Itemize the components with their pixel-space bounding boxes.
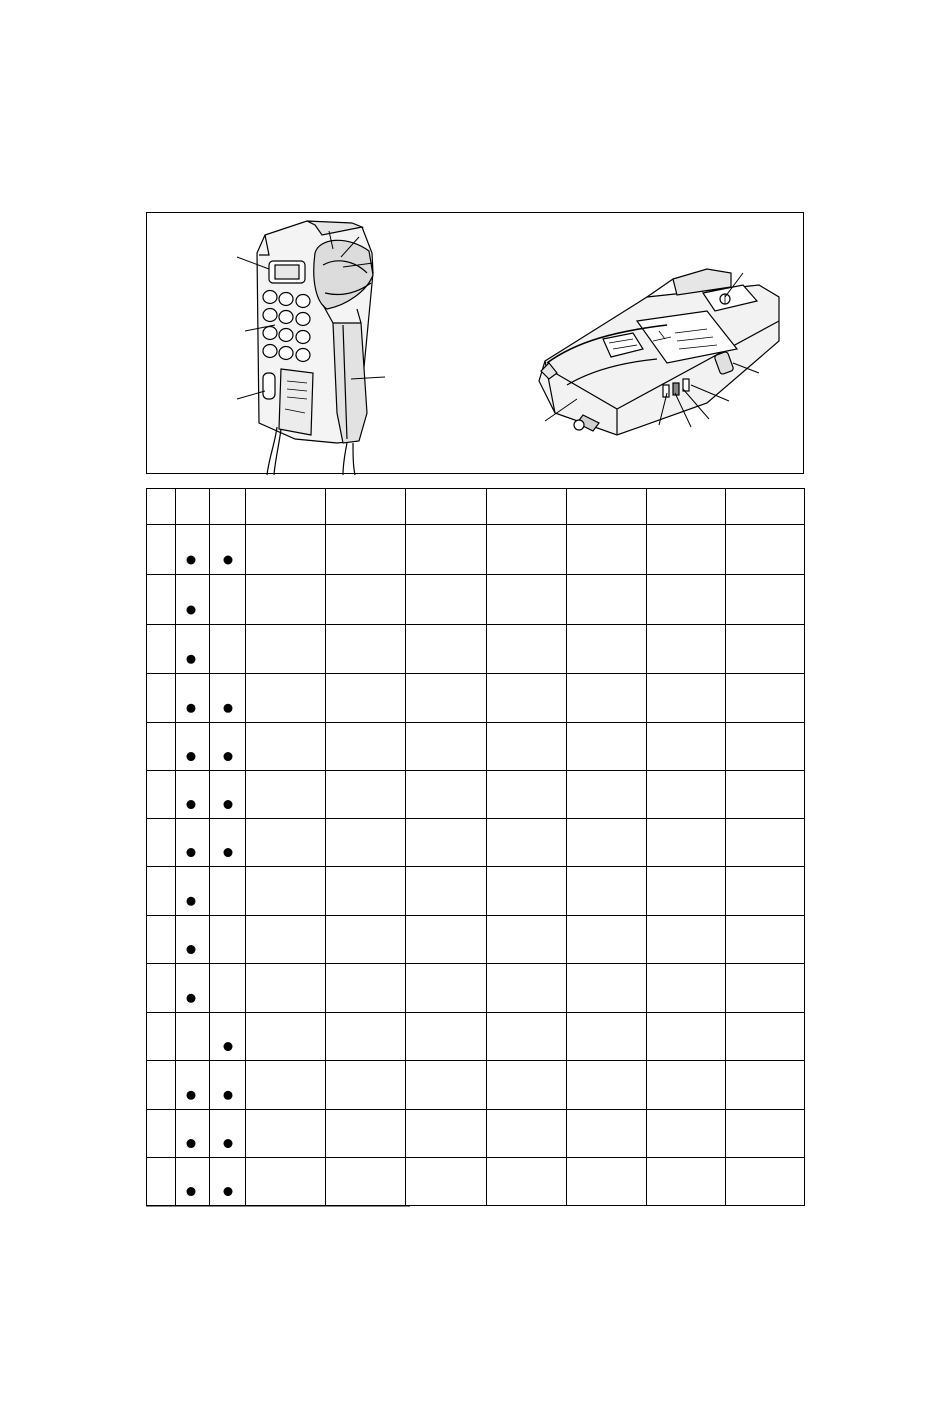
- feature-table-grid: [146, 488, 805, 1207]
- bullet-col1: [187, 1139, 196, 1148]
- bullet-col1: [187, 897, 196, 906]
- cradle-rear-drawing: [539, 269, 779, 435]
- feature-table: [146, 488, 805, 1207]
- bullet-col1: [187, 1187, 196, 1196]
- bullet-col2: [224, 800, 233, 809]
- figure-frame: [146, 212, 804, 474]
- bullet-col2: [224, 848, 233, 857]
- bullet-col1: [187, 994, 196, 1003]
- bullet-col1: [187, 556, 196, 565]
- bullet-col2: [224, 1042, 233, 1051]
- bullet-col1: [187, 800, 196, 809]
- bullet-col2: [224, 556, 233, 565]
- bullet-col2: [224, 1139, 233, 1148]
- bullet-col1: [187, 704, 196, 713]
- bullet-col2: [224, 752, 233, 761]
- bullet-col1: [187, 655, 196, 664]
- bullet-col2: [224, 704, 233, 713]
- bullet-col1: [187, 606, 196, 615]
- handset-front-drawing: [237, 221, 385, 475]
- bullet-col1: [187, 945, 196, 954]
- bullet-col2: [224, 1091, 233, 1100]
- bullet-col1: [187, 752, 196, 761]
- figure-illustrations: [147, 213, 805, 475]
- bullet-col2: [224, 1187, 233, 1196]
- bullet-col1: [187, 1091, 196, 1100]
- bullet-col1: [187, 848, 196, 857]
